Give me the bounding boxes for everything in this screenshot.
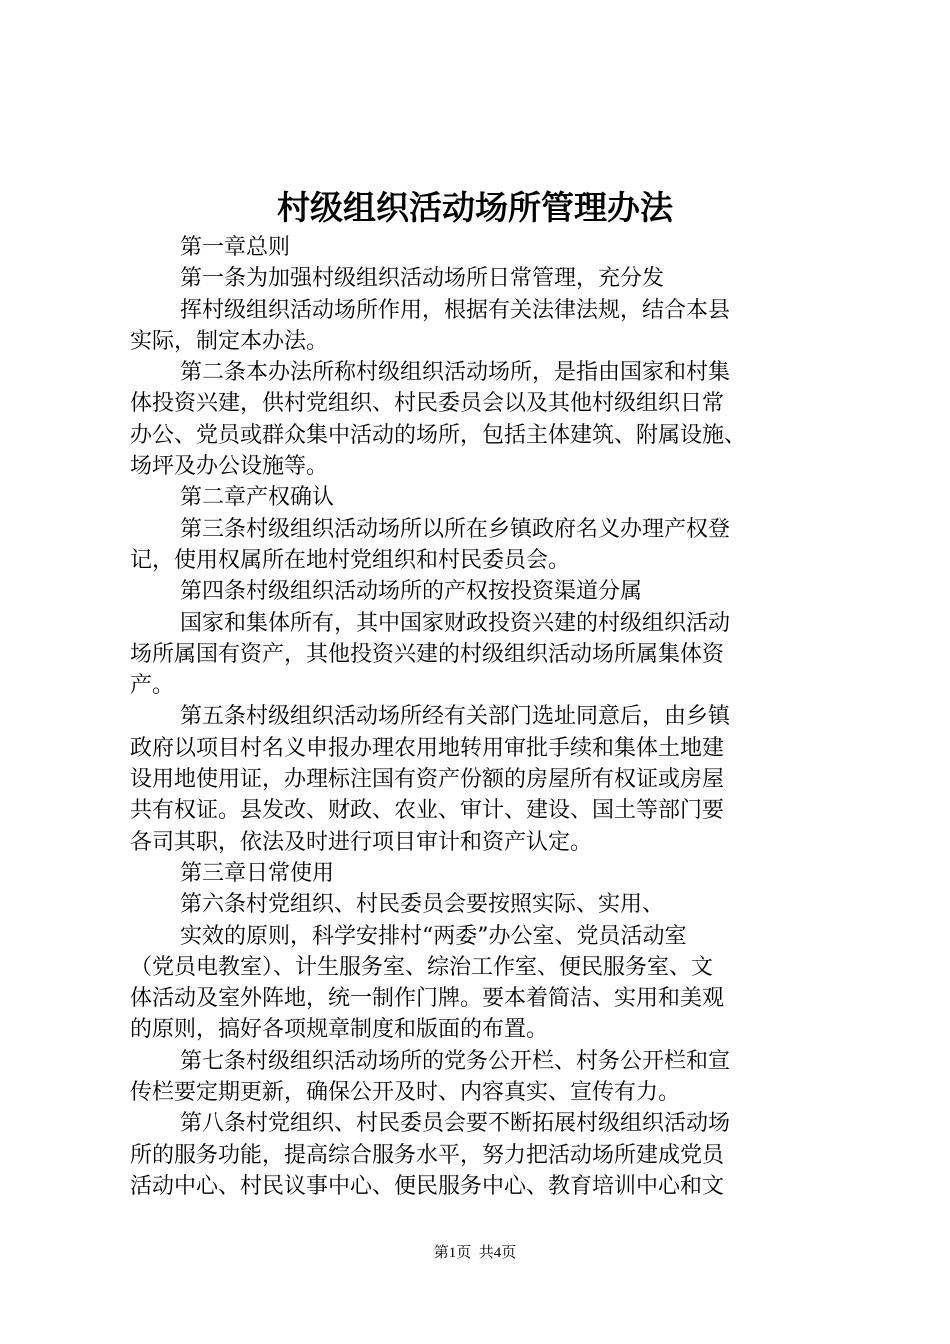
paragraph-line: 第一条为加强村级组织活动场所日常管理，充分发 [180,266,665,292]
paragraph-line: 第三章日常使用 [180,860,335,886]
document-body [130,232,834,1202]
paragraph-line: 的原则，搞好各项规章制度和版面的布置。 [130,1017,549,1043]
paragraph-line: 产。 [130,673,175,699]
paragraph-line: 记，使用权属所在地村党组织和村民委员会。 [130,547,571,573]
paragraph-line: 实效的原则，科学安排村“两委”办公室、党员活动室 [180,923,687,949]
paragraph-line: 第七条村级组织活动场所的党务公开栏、村务公开栏和宣 [180,1048,731,1074]
paragraph-line: 第三条村级组织活动场所以所在乡镇政府名义办理产权登 [180,516,731,542]
paragraph-line: 政府以项目村名义申报办理农用地转用审批手续和集体土地建 [130,735,725,761]
paragraph-line: 设用地使用证，办理标注国有资产份额的房屋所有权证或房屋 [130,767,725,793]
paragraph-line: 所的服务功能，提高综合服务水平，努力把活动场所建成党员 [130,1142,725,1168]
paragraph-line: 场所属国有资产，其他投资兴建的村级组织活动场所属集体资 [130,641,725,667]
paragraph-line: 体投资兴建，供村党组织、村民委员会以及其他村级组织日常 [130,391,725,417]
paragraph-line: 各司其职，依法及时进行项目审计和资产认定。 [130,829,593,855]
paragraph-line: 第八条村党组织、村民委员会要不断拓展村级组织活动场 [180,1111,731,1137]
paragraph-line: （党员电教室）、计生服务室、综治工作室、便民服务室、文 [130,954,714,980]
paragraph-line: 挥村级组织活动场所作用，根据有关法律法规，结合本县 [180,297,731,323]
paragraph-line: 体活动及室外阵地，统一制作门牌。要本着简洁、实用和美观 [130,986,725,1012]
paragraph-line: 传栏要定期更新，确保公开及时、内容真实、宣传有力。 [130,1080,681,1106]
document-title: 村级组织活动场所管理办法 [277,188,673,227]
page-footer: 第1页 共4页 [433,1245,517,1261]
paragraph-line: 共有权证。县发改、财政、农业、审计、建设、国土等部门要 [130,798,725,824]
paragraph-line: 第五条村级组织活动场所经有关部门选址同意后，由乡镇 [180,704,731,730]
paragraph-line: 国家和集体所有，其中国家财政投资兴建的村级组织活动 [180,610,731,636]
paragraph-line: 第四条村级组织活动场所的产权按投资渠道分属 [180,579,643,605]
paragraph-line: 第六条村党组织、村民委员会要按照实际、实用、 [180,892,665,918]
paragraph-line: 办公、党员或群众集中活动的场所，包括主体建筑、附属设施、 [130,422,747,448]
paragraph-line: 实际，制定本办法。 [130,328,329,354]
paragraph-line: 活动中心、村民议事中心、便民服务中心、教育培训中心和文 [130,1173,725,1199]
paragraph-line: 第二条本办法所称村级组织活动场所，是指由国家和村集 [180,360,731,386]
paragraph-line: 第二章产权确认 [180,485,335,511]
paragraph-line: 第一章总则 [180,235,291,260]
paragraph-line: 场坪及办公设施等。 [130,454,329,480]
